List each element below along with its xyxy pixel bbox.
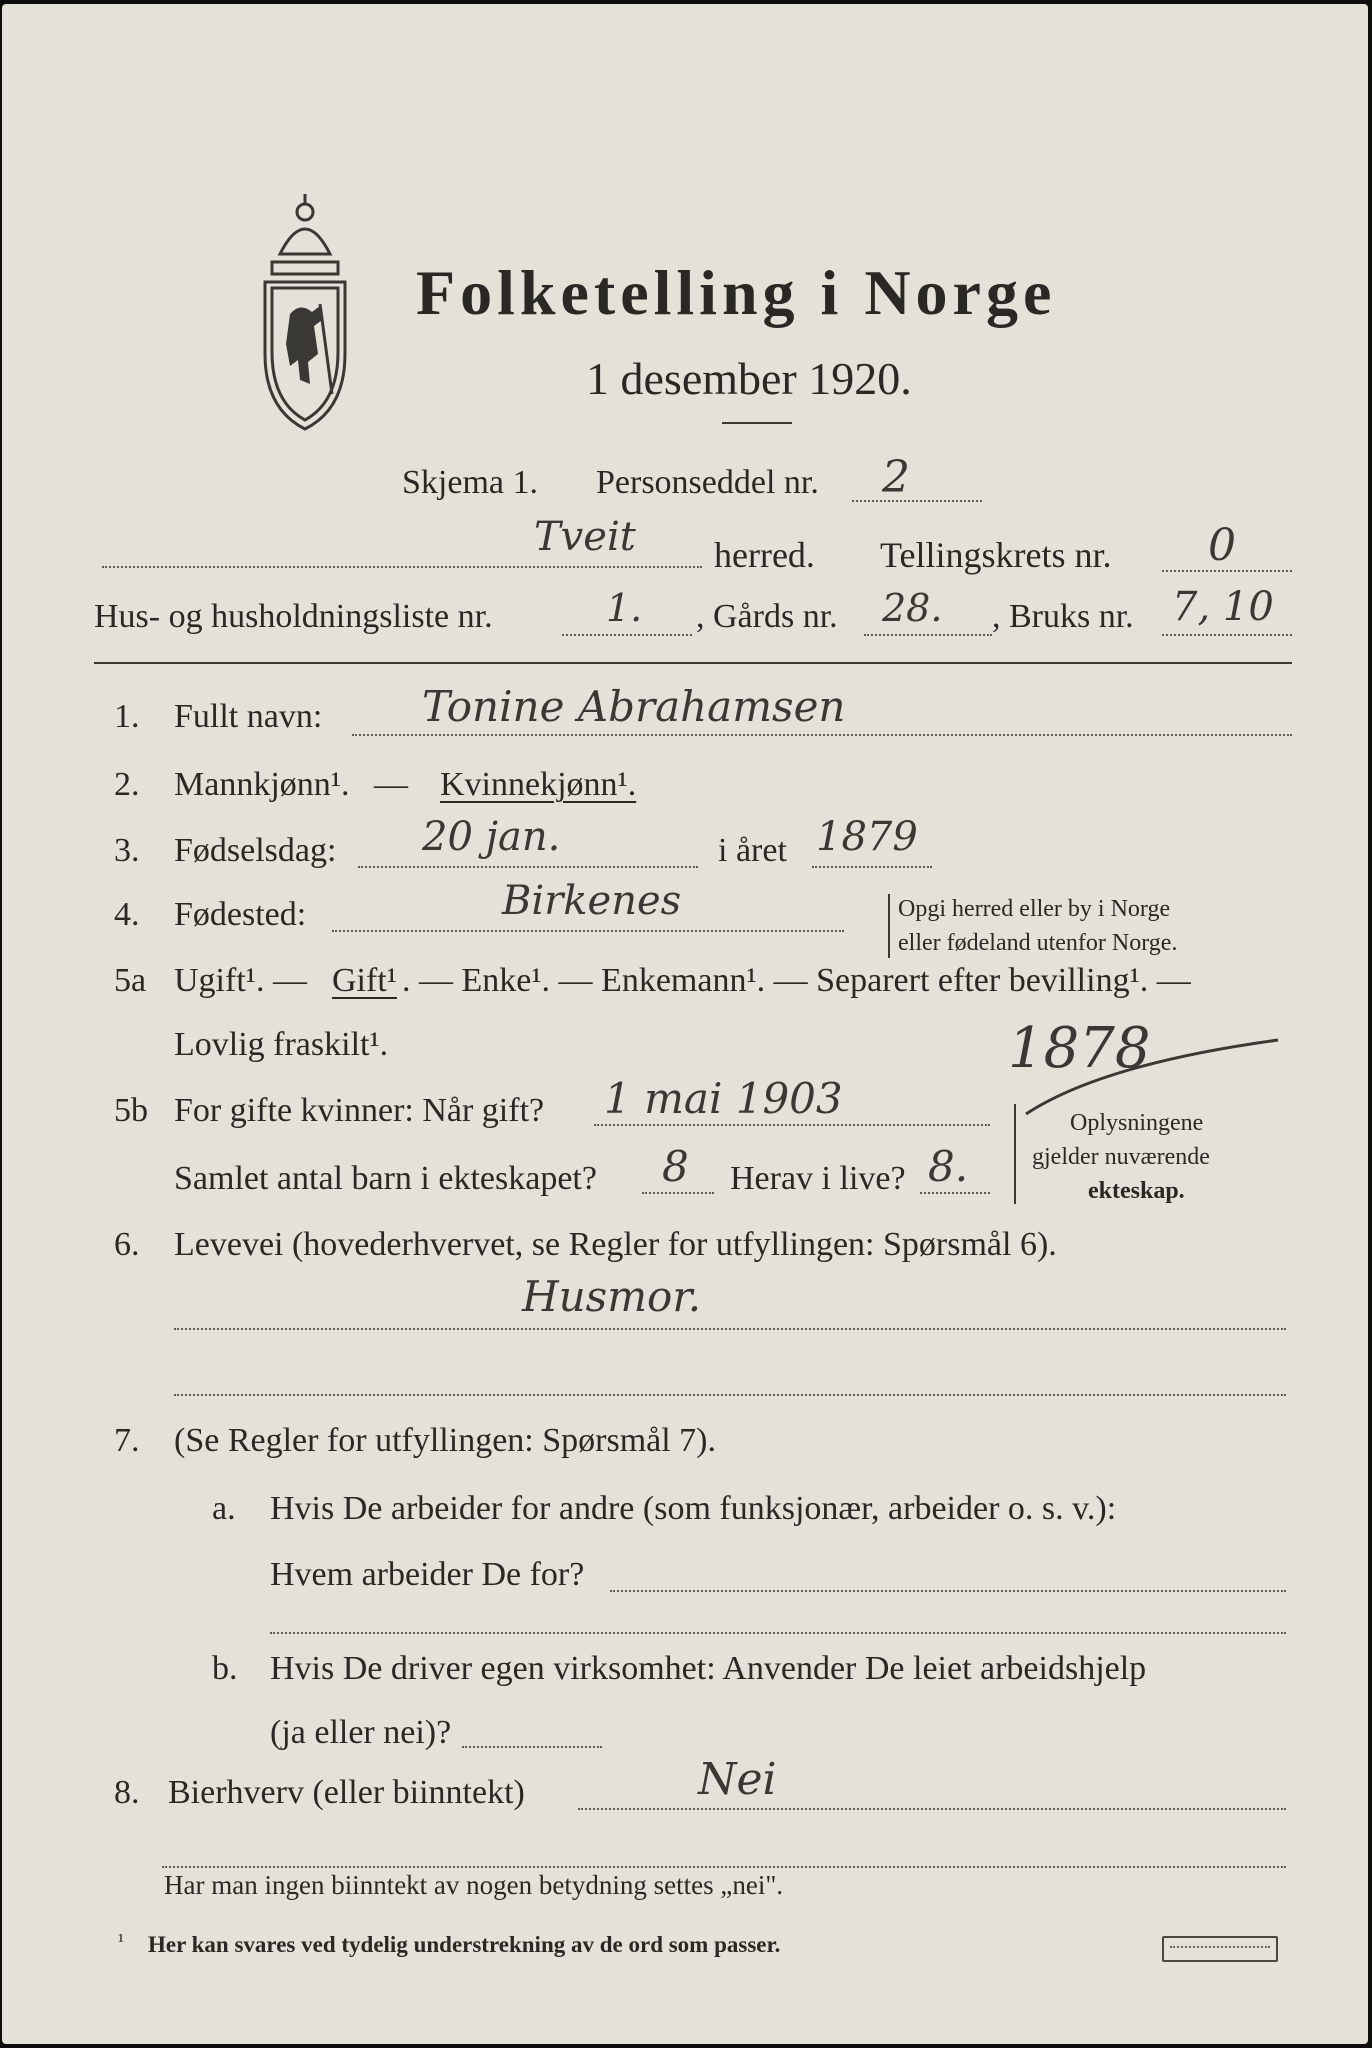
- q4-label: Fødested:: [174, 896, 307, 933]
- birthplace-value: Birkenes: [502, 878, 682, 924]
- aaret-line: [812, 866, 932, 868]
- q1-label: Fullt navn:: [174, 698, 323, 735]
- q5a-line2: Lovlig fraskilt¹.: [174, 1026, 389, 1063]
- footer-note: Har man ingen biinntekt av nogen betydning settes „nei".: [164, 1870, 784, 1900]
- side-income-value: Nei: [698, 1754, 777, 1805]
- bruks-value: 7, 10: [1172, 584, 1274, 630]
- q8-line: [578, 1808, 1286, 1810]
- q7b-letter: b.: [212, 1650, 238, 1687]
- personseddel-value: 2: [882, 452, 910, 503]
- living-children-value: 8.: [928, 1142, 969, 1191]
- footnote-text: Her kan svares ved tydelig understrekning av de ord som passer.: [148, 1932, 781, 1957]
- herred-value: Tveit: [534, 514, 636, 560]
- q6-label: Levevei (hovederhvervet, se Regler for utfyllingen: Spørsmål 6).: [174, 1226, 1057, 1263]
- q5b-note-bracket: [1014, 1104, 1016, 1204]
- herred-label: herred.: [714, 535, 815, 575]
- hus-value: 1.: [606, 586, 643, 630]
- q7a-answer-line2: [270, 1632, 1286, 1634]
- gards-value: 28.: [882, 586, 943, 630]
- bruks-label: , Bruks nr.: [992, 598, 1134, 635]
- q8-label: Bierhverv (eller biinntekt): [168, 1774, 525, 1811]
- q5b-note-line2: gjelder nuværende: [1032, 1144, 1210, 1170]
- tellingskrets-value: 0: [1208, 520, 1236, 571]
- q7a-line2: Hvem arbeider De for?: [270, 1556, 585, 1593]
- personseddel-label: Personseddel nr.: [596, 464, 819, 501]
- q3-label: Fødselsdag:: [174, 832, 337, 869]
- q2-mann: Mannkjønn¹.: [174, 766, 350, 803]
- q2-kvinne: Kvinnekjønn¹.: [440, 766, 637, 803]
- q1-line: [352, 734, 1292, 736]
- q7a-answer-line1: [610, 1590, 1286, 1592]
- barn-line: [642, 1192, 714, 1194]
- q5b-note-line1: Oplysningene: [1070, 1110, 1204, 1136]
- full-name-value: Tonine Abrahamsen: [422, 682, 846, 731]
- q1-number: 1.: [114, 698, 140, 735]
- q6-line2: [174, 1394, 1286, 1396]
- q5b-number: 5b: [114, 1092, 148, 1129]
- q6-number: 6.: [114, 1226, 140, 1263]
- q4-note-line1: Opgi herred eller by i Norge: [898, 896, 1171, 922]
- q4-note-bracket: [888, 894, 890, 958]
- aaret-label: i året: [718, 832, 787, 869]
- skjema-label: Skjema 1.: [402, 464, 538, 501]
- q5b-note-line3: ekteskap.: [1088, 1178, 1185, 1204]
- q7b-answer-line: [462, 1746, 602, 1748]
- q5a-ugift: Ugift¹. —: [174, 962, 307, 999]
- q8-line2: [162, 1866, 1286, 1868]
- q7a-line1: Hvis De arbeider for andre (som funksjonær, arbeider o. s. v.):: [270, 1490, 1117, 1527]
- q3-number: 3.: [114, 832, 140, 869]
- q4-number: 4.: [114, 896, 140, 933]
- q7b-line2: (ja eller nei)?: [270, 1714, 452, 1751]
- bruks-line: [1162, 634, 1292, 636]
- q5a-rest: . — Enke¹. — Enkemann¹. — Separert efter bevilling¹. —: [402, 962, 1191, 999]
- hus-label: Hus- og husholdningsliste nr.: [94, 598, 493, 635]
- live-line: [920, 1192, 990, 1194]
- barn-label: Samlet antal barn i ekteskapet?: [174, 1160, 597, 1197]
- q5a-number: 5a: [114, 962, 147, 999]
- q2-dash: —: [374, 766, 408, 803]
- birth-year-value: 1879: [816, 814, 918, 860]
- norwegian-coat-of-arms-icon: [250, 184, 360, 434]
- live-label: Herav i live?: [730, 1160, 906, 1197]
- birth-date-value: 20 jan.: [422, 814, 561, 860]
- q3-line: [358, 866, 698, 868]
- q8-number: 8.: [114, 1774, 140, 1811]
- q7-label: (Se Regler for utfyllingen: Spørsmål 7).: [174, 1422, 717, 1459]
- q4-line: [332, 930, 844, 932]
- q6-line1: [174, 1328, 1286, 1330]
- herred-line: [102, 566, 702, 568]
- printer-stamp: [1162, 1936, 1278, 1962]
- year-annotation: 1878: [1008, 1016, 1151, 1081]
- gards-label: , Gårds nr.: [696, 598, 838, 635]
- q7-number: 7.: [114, 1422, 140, 1459]
- gards-line: [864, 634, 992, 636]
- census-form-sheet: [2, 4, 1368, 2044]
- q7a-letter: a.: [212, 1490, 236, 1527]
- census-date: 1 desember 1920.: [586, 353, 912, 404]
- marriage-date-value: 1 mai 1903: [604, 1074, 843, 1123]
- hus-line: [562, 634, 692, 636]
- title-divider: [722, 422, 792, 424]
- q4-note-line2: eller fødeland utenfor Norge.: [898, 930, 1178, 956]
- form-title: Folketelling i Norge: [416, 257, 1057, 328]
- q5b-line: [594, 1124, 990, 1126]
- occupation-value: Husmor.: [522, 1272, 702, 1321]
- tellingskrets-label: Tellingskrets nr.: [880, 535, 1112, 575]
- footnote-mark: ¹: [118, 1930, 124, 1952]
- personseddel-line: [852, 500, 982, 502]
- q5b-label: For gifte kvinner: Når gift?: [174, 1092, 545, 1129]
- q2-number: 2.: [114, 766, 140, 803]
- header-rule: [94, 662, 1292, 664]
- children-value: 8: [662, 1142, 689, 1191]
- q5a-gift: Gift¹: [332, 962, 397, 999]
- q7b-line1: Hvis De driver egen virksomhet: Anvender De leiet arbeidshjelp: [270, 1650, 1147, 1687]
